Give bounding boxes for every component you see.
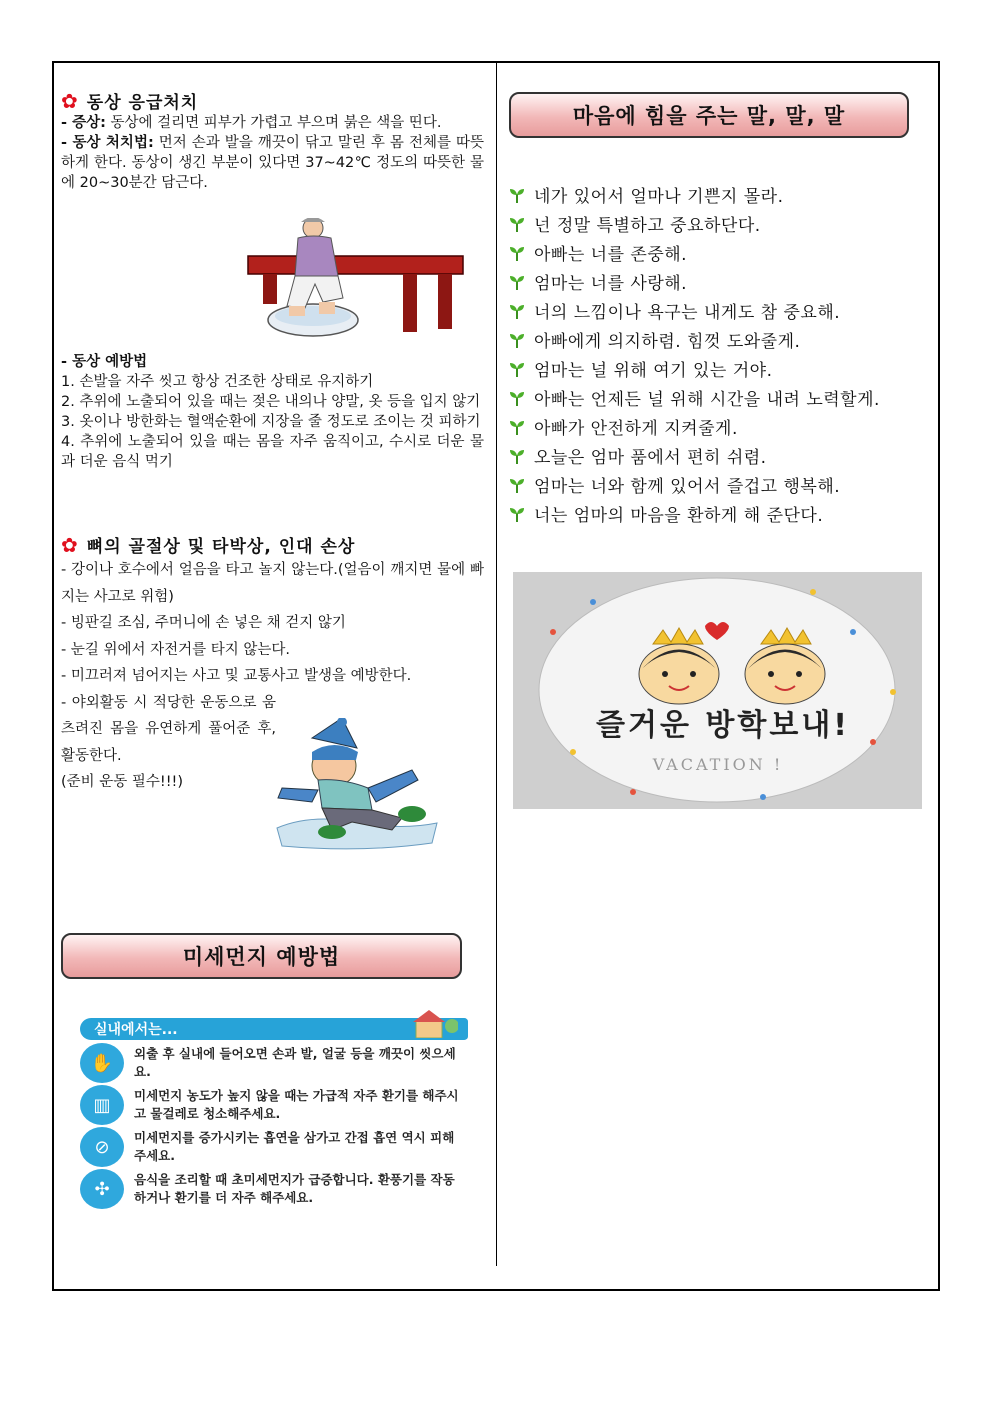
sprout-icon xyxy=(508,447,526,465)
hand-wash-icon: ✋ xyxy=(80,1043,124,1083)
vacation-sub-text: VACATION ! xyxy=(652,755,784,774)
list-item: 엄마는 너를 사랑해. xyxy=(508,267,933,296)
flower-icon: ✿ xyxy=(61,88,79,113)
dust-tip: ⊘ 미세먼지를 증가시키는 흡연을 삼가고 간접 흡연 역시 피해주세요. xyxy=(80,1127,460,1167)
list-item: 엄마는 너와 함께 있어서 즐겁고 행복해. xyxy=(508,470,933,499)
list-item: 오늘은 엄마 품에서 편히 쉬렴. xyxy=(508,441,933,470)
list-item: 너는 엄마의 마음을 환하게 해 준단다. xyxy=(508,499,933,528)
list-item: 아빠가 안전하게 지켜줄게. xyxy=(508,412,933,441)
sprout-icon xyxy=(508,360,526,378)
list-item: - 강이나 호수에서 얼음을 타고 놀지 않는다.(얼음이 깨지면 물에 빠지는 사고로 위험) xyxy=(61,562,484,605)
list-item: 아빠는 너를 존중해. xyxy=(508,238,933,267)
dust-tip: ✋ 외출 후 실내에 들어오면 손과 발, 얼굴 등을 깨끗이 씻으세요. xyxy=(80,1043,460,1083)
column-divider xyxy=(496,63,497,1266)
vacation-image xyxy=(513,572,922,809)
sprout-icon xyxy=(508,331,526,349)
flower-icon: ✿ xyxy=(61,532,79,557)
list-item: (준비 운동 필수!!!) xyxy=(61,774,184,790)
list-item: 아빠는 언제든 널 위해 시간을 내려 노력할게. xyxy=(508,383,933,412)
list-item: 넌 정말 특별하고 중요하단다. xyxy=(508,209,933,238)
frostbite-prevention: - 동상 예방법 1. 손발을 자주 씻고 항상 건조한 상태로 유지하기 2. 추위에 노출되어 있을 때는 젖은 내의나 양말, 옷 등을 입지 않기 3. 옷이나 방한화는 혈액순환에 지장을 줄 정도로 조이는 것 피하기 4. 추위에 노출되어 있을 때는 몸을 자주 움직이고, 수시로 더운 물과 더운 음식 먹기 xyxy=(61,354,484,470)
frostbite-treatment: - 동상 처치법: 먼저 손과 발을 깨끗이 닦고 말린 후 몸 전체를 따뜻하게 한다. 동상이 생긴 부분이 있다면 37~42℃ 정도의 따뜻한 물에 20~30분간 담근다. xyxy=(61,135,484,191)
list-item: - 눈길 위에서 자전거를 타지 않는다. xyxy=(61,641,290,658)
no-smoking-icon: ⊘ xyxy=(80,1127,124,1167)
fine-dust-banner: 미세먼지 예방법 xyxy=(61,933,462,979)
left-column xyxy=(61,88,484,193)
list-item: 너의 느낌이나 욕구는 내게도 참 중요해. xyxy=(508,296,933,325)
sprout-icon xyxy=(508,302,526,320)
list-item: 엄마는 널 위해 여기 있는 거야. xyxy=(508,354,933,383)
sprout-icon xyxy=(508,505,526,523)
dust-tip: ▥ 미세먼지 농도가 높지 않을 때는 가급적 자주 환기를 해주시고 물걸레로 청소해주세요. xyxy=(80,1085,460,1125)
frostbite-heading: ✿ 동상 응급처치 xyxy=(61,88,199,113)
list-item: 네가 있어서 얼마나 기쁜지 몰라. xyxy=(508,180,933,209)
fracture-heading: ✿ 뼈의 골절상 및 타박상, 인대 손상 xyxy=(61,532,356,557)
list-item: - 미끄러져 넘어지는 사고 및 교통사고 발생을 예방한다. xyxy=(61,668,412,684)
sprout-icon xyxy=(508,418,526,436)
sprout-icon xyxy=(508,186,526,204)
sprout-icon xyxy=(508,244,526,262)
fan-icon: ✣ xyxy=(80,1169,124,1209)
list-item: - 야외활동 시 적당한 운동으로 움츠려진 몸을 유연하게 풀어준 후, 활동한다. xyxy=(61,694,276,764)
sprout-icon xyxy=(508,273,526,291)
foot-bath-illustration xyxy=(243,218,468,343)
sprout-icon xyxy=(508,476,526,494)
window-icon: ▥ xyxy=(80,1085,124,1125)
encouragement-list xyxy=(508,180,933,528)
fine-dust-panel xyxy=(80,1013,472,1213)
encouragement-banner: 마음에 힘을 주는 말, 말, 말 xyxy=(509,92,909,138)
list-item: - 빙판길 조심, 주머니에 손 넣은 채 걷지 않기 xyxy=(61,615,346,631)
frostbite-symptom: - 증상: 동상에 걸리면 피부가 가렵고 부으며 붉은 색을 띤다. xyxy=(61,115,442,131)
house-icon xyxy=(408,1010,458,1038)
slipping-child-illustration xyxy=(272,718,442,853)
list-item: 아빠에게 의지하렴. 힘껏 도와줄게. xyxy=(508,325,933,354)
sprout-icon xyxy=(508,389,526,407)
sprout-icon xyxy=(508,215,526,233)
vacation-main-text: 즐거운 방학보내! xyxy=(596,708,850,743)
indoor-header: 실내에서는... xyxy=(80,1018,468,1040)
dust-tip: ✣ 음식을 조리할 때 초미세먼지가 급증합니다. 환풍기를 작동하거나 환기를 더 자주 해주세요. xyxy=(80,1169,460,1209)
